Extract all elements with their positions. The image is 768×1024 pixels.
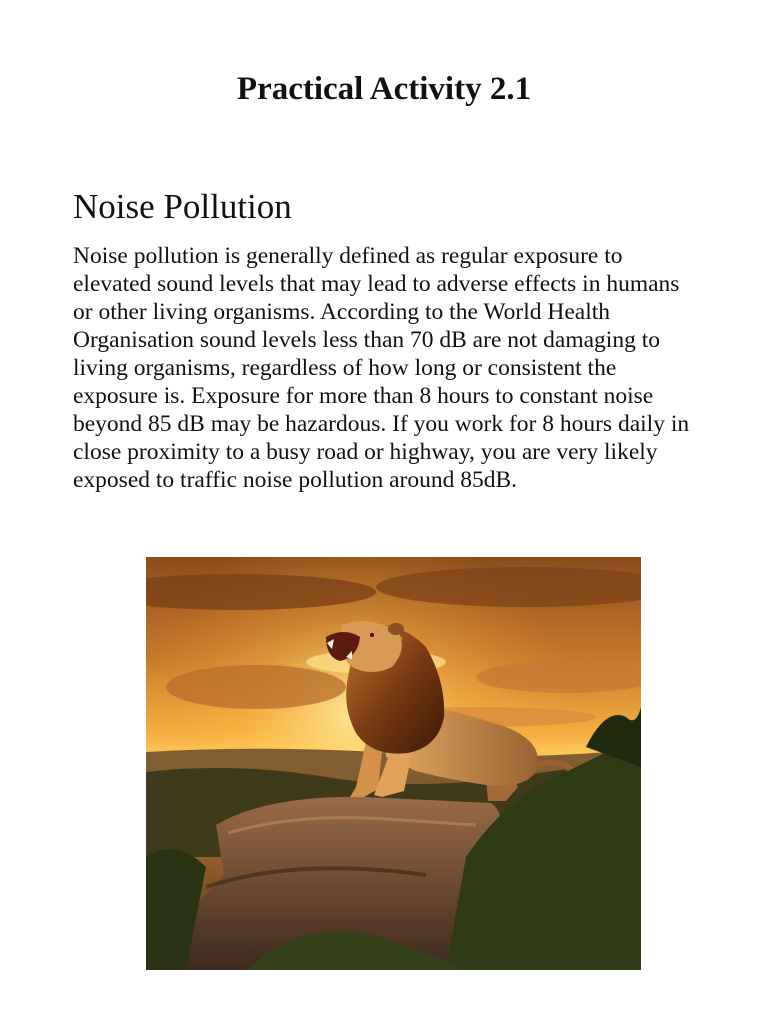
lion-photo <box>146 557 641 970</box>
lion-illustration <box>146 557 641 970</box>
section-heading: Noise Pollution <box>73 187 292 226</box>
page-title: Practical Activity 2.1 <box>236 71 532 107</box>
body-paragraph: Noise pollution is generally defined as regular exposure to elevated sound levels that may lead to adverse effects in humans or other living organisms. According to the World Health Organisation sound levels less than 70 dB are not damaging to living organisms, regardless of how long or consistent the exposure is. Exposure for more than 8 hours to constant noise beyond 85 dB may be hazardous. If you work for 8 hours daily in close proximity to a busy road or highway, you are very likely exposed to traffic noise pollution around 85dB. <box>73 243 690 493</box>
